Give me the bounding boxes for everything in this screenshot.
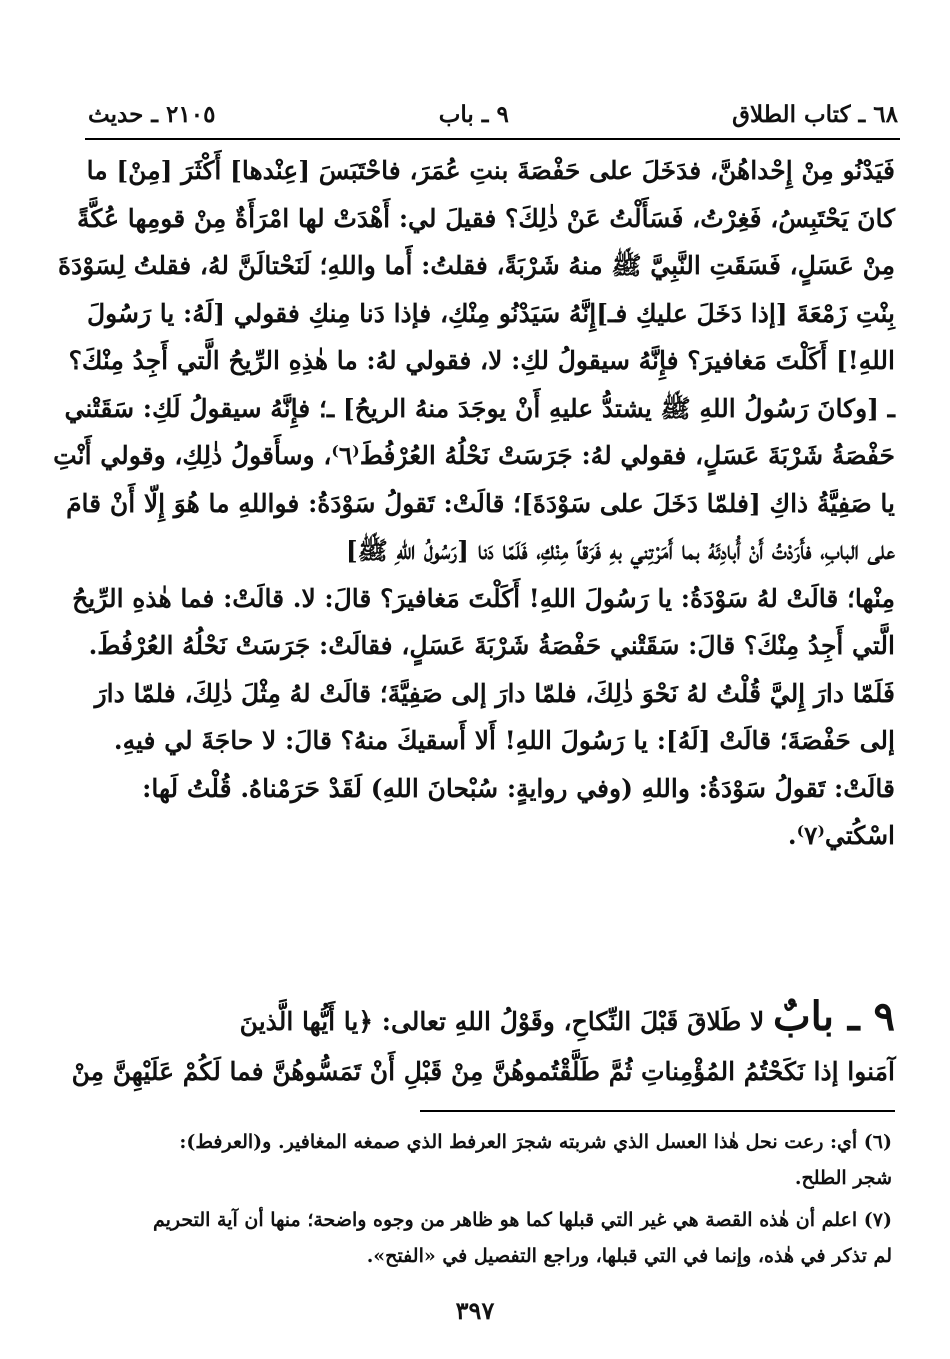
- text-line: على البابِ، فأَرَدْتُ أَنْ أُبادِئَهُ بما أَمَرْتِني بهِ فَرَقاً مِنْكِ، فَلَمّا دَنا [رَسُولُ اللهِ ﷺ]: [345, 536, 895, 565]
- text-line: قالَتْ: تَقولُ سَوْدَةُ: واللهِ (وفي روايةٍ: سُبْحانَ اللهِ) لَقَدْ حَرَمْناهُ. قُلْتُ لَها:: [142, 773, 895, 803]
- text-line: مِنْها؛ قالَتْ لهُ سَوْدَةُ: يا رَسُولَ اللهِ! أَكَلْتَ مَغافيرَ؟ قالَ: لا. قالَتْ: فما هٰذهِ الرِّيحُ: [72, 583, 895, 613]
- text-line: مِنْ عَسَلٍ، فَسَقَتِ النَّبِيَّ ﷺ منهُ شَرْبَةً، فقلتُ: أَما واللهِ؛ لَنَحْتالَنَّ لهُ، فقلتُ لِسَوْدَةَ: [58, 251, 895, 280]
- footnote-divider: [420, 1110, 895, 1112]
- text-line: يا صَفِيَّةُ ذاكِ [فلمّا دَخَلَ على سَوْدَةَ]؛ قالَتْ: تَقولُ سَوْدَةُ: فواللهِ ما هُوَ إِلّا أَنْ قامَ: [66, 488, 895, 518]
- chapter-title-rest: لا طَلاقَ قَبْلَ النِّكاحِ، وقَوْلُ اللهِ تعالى: ﴿يا أَيُّها الَّذينَ: [239, 1007, 765, 1036]
- footnotes: [87, 1124, 892, 1280]
- footnote: [87, 1202, 892, 1274]
- text-line: ـ [وكانَ رَسُولُ اللهِ ﷺ يشتدُّ عليهِ أَنْ يوجَدَ منهُ الريحُ] ـ؛ فإِنَّهُ سيقولُ لَكِ: سَقَتْني: [64, 393, 895, 423]
- footnote-line: شجر الطلح.: [794, 1167, 892, 1189]
- text-line: كانَ يَحْتَبِسُ، فَغِرْتُ، فَسَأَلْتُ عَنْ ذٰلِكَ؟ فقيلَ لي: أَهْدَتْ لها امْرَأَةٌ مِنْ قومِها عُكَّةً: [76, 203, 895, 233]
- chapter-heading: [71, 992, 895, 1097]
- text-line: حَفْصَةُ شَرْبَةَ عَسَلٍ، فقولي لهُ: جَرَسَتْ نَحْلُهُ العُرْفُطَ⁽٦⁾، وسأَقولُ ذٰلِكِ، وقولي أَنْتِ: [53, 441, 895, 470]
- text-line: الَّتي أَجِدُ مِنْكَ؟ قالَ: سَقَتْني حَفْصَةُ شَرْبَةَ عَسَلٍ، فقالَتْ: جَرَسَتْ نَحْلُهُ العُرْفُطَ.: [88, 631, 895, 660]
- text-line: إلى حَفْصَةَ؛ قالَتْ [لَهُ]: يا رَسُولَ اللهِ! أَلا أَسقيكَ منهُ؟ قالَ: لا حاجَةَ لي فيهِ.: [113, 726, 895, 755]
- text-line: بِنْتِ زَمْعَةَ [إذا دَخَلَ عليكِ فـ]إِنَّهُ سَيَدْنُو مِنْكِ، فإذا دَنا مِنكِ فقولي [لَهُ: يا رَسُولَ: [86, 298, 895, 328]
- header-hadith-number: ٢١٠٥ ـ حديث: [88, 100, 216, 128]
- header-chapter: ٩ ـ باب: [438, 100, 509, 128]
- footnote: [87, 1124, 892, 1196]
- chapter-line: [87, 992, 895, 1047]
- text-line: فَيَدْنُو مِنْ إِحْداهُنَّ، فدَخَلَ على حَفْصَةَ بنتِ عُمَرَ، فاحْتَبَسَ [عِنْدها] أَكْثَرَ [مِنْ] ما: [86, 156, 895, 185]
- header-divider: [85, 138, 900, 140]
- chapter-title: ٩ ـ بابٌ: [772, 993, 895, 1040]
- text-line: اسْكُتي⁽٧⁾.: [787, 821, 895, 850]
- text-line: اللهِ!] أَكَلْتَ مَغافيرَ؟ فإِنَّهُ سيقولُ لكِ: لا، فقولي لهُ: ما هٰذِهِ الرِّيحُ الَّتي أَجِدُ مِنْكَ؟: [68, 346, 895, 375]
- header-book-title: ٦٨ ـ كتاب الطلاق: [732, 100, 898, 128]
- footnote-line: لم تذكر في هٰذه، وإنما في التي قبلها، وراجع التفصيل في «الفتح».: [366, 1245, 892, 1267]
- chapter-line: آمَنوا إذا نَكَحْتُمُ المُؤْمِناتِ ثُمَّ طَلَّقْتُموهُنَّ مِنْ قَبْلِ أَنْ تَمَسُّوهُنَّ فما لَكُمْ عَلَيْهِنَّ مِنْ: [71, 1057, 895, 1086]
- page-number: ٣٩٧: [455, 1296, 495, 1325]
- hadith-text: [53, 147, 895, 860]
- text-line: فَلَمّا دارَ إِليَّ قُلْتُ لهُ نَحْوَ ذٰلِكَ، فلمّا دارَ إلى صَفِيَّةَ؛ قالَتْ لهُ مِثْلَ ذٰلِكَ، فلمّا دارَ: [94, 678, 895, 708]
- running-header: [88, 96, 898, 132]
- footnote-line: (٦) أي: رعت نحل هٰذا العسل الذي شربته شجرَ العرفط الذي صمغه المغافير. و(العرفط):: [179, 1131, 892, 1153]
- footnote-line: (٧) اعلم أن هٰذه القصة هي غير التي قبلها كما هو ظاهر من وجوه واضحة؛ منها أن آية التحريم: [152, 1209, 892, 1231]
